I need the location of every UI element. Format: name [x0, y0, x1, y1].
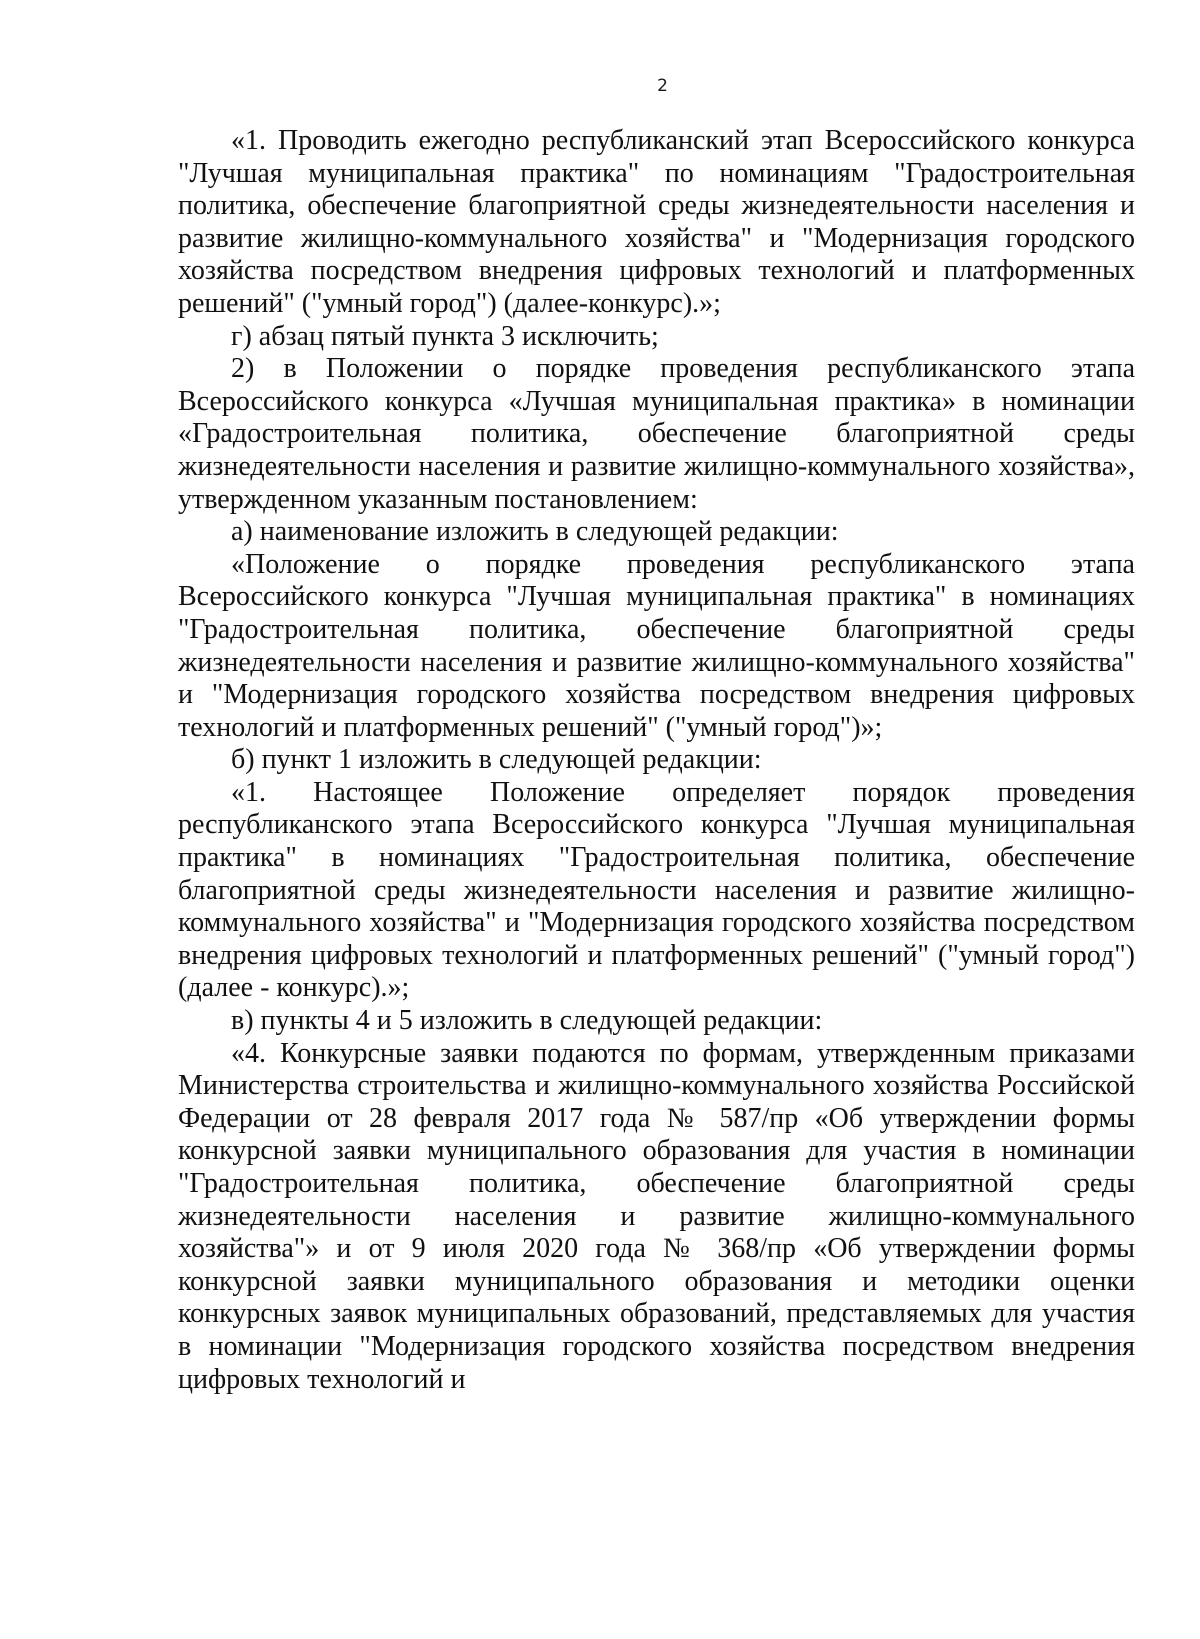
- paragraph-subitem-v: в) пункты 4 и 5 изложить в следующей редакции:: [231, 1005, 823, 1037]
- paragraph-subitem-a: а) наименование изложить в следующей редакции:: [231, 516, 839, 548]
- document-body: [178, 125, 1135, 1396]
- paragraph-subitem-b: б) пункт 1 изложить в следующей редакции:: [231, 744, 762, 776]
- paragraph-new-title: «Положение о порядке проведения республиканского этапа Всероссийского конкурса "Лучшая муниципальная практика" в номинациях "Градостроительная политика, обеспечение благоприятной среды жизнедеятельности населения и развитие жилищно-коммунального хозяйства" и "Модернизация городского хозяйства посредством внедрения цифровых технологий и платформенных решений" ("умный город")»;: [178, 548, 1135, 743]
- paragraph-item-2: 2) в Положении о порядке проведения республиканского этапа Всероссийского конкурса «Лучшая муниципальная практика» в номинации «Градостроительная политика, обеспечение благоприятной среды жизнедеятельности населения и развитие жилищно-коммунального хозяйства», утвержденном указанным постановлением:: [178, 353, 1135, 515]
- paragraph-item-1-text: «1. Проводить ежегодно республиканский этап Всероссийского конкурса "Лучшая муниципальная практика" по номинациям "Градостроительная политика, обеспечение благоприятной среды жизнедеятельности населения и развитие жилищно-коммунального хозяйства" и "Модернизация городского хозяйства посредством внедрения цифровых технологий и платформенных решений" ("умный город") (далее-конкурс).»;: [178, 125, 1135, 319]
- paragraph-new-item-1: «1. Настоящее Положение определяет порядок проведения республиканского этапа Всероссийского конкурса "Лучшая муниципальная практика" в номинациях "Градостроительная политика, обеспечение благоприятной среды жизнедеятельности населения и развитие жилищно-коммунального хозяйства" и "Модернизация городского хозяйства посредством внедрения цифровых технологий и платформенных решений" ("умный город") (далее - конкурс).»;: [178, 776, 1135, 1004]
- page-number: 2: [657, 76, 668, 96]
- paragraph-subitem-g: г) абзац пятый пункта 3 исключить;: [231, 320, 659, 352]
- paragraph-new-item-4: «4. Конкурсные заявки подаются по формам, утвержденным приказами Министерства строительства и жилищно-коммунального хозяйства Российской Федерации от 28 февраля 2017 года № 587/пр «Об утверждении формы конкурсной заявки муниципального образования для участия в номинации "Градостроительная политика, обеспечение благоприятной среды жизнедеятельности населения и развитие жилищно-коммунального хозяйства"» и от 9 июля 2020 года № 368/пр «Об утверждении формы конкурсной заявки муниципального образования и методики оценки конкурсных заявок муниципальных образований, представляемых для участия в номинации "Модернизация городского хозяйства посредством внедрения цифровых технологий и: [178, 1037, 1135, 1395]
